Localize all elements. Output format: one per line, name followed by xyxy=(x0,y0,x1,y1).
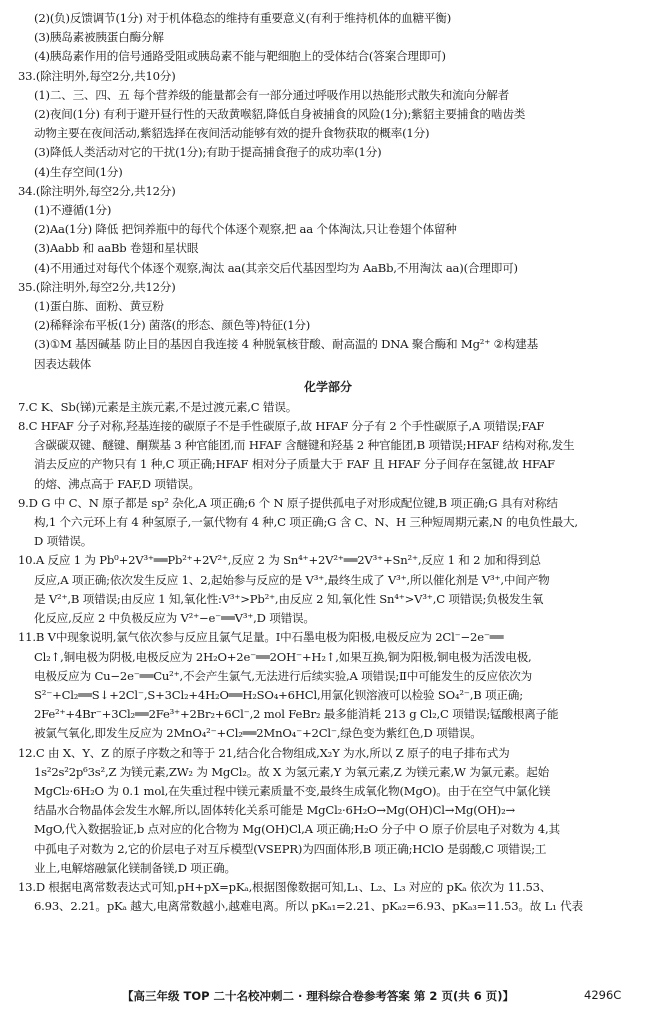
text-line: (2)稀释涂布平板(1分) 菌落(的形态、颜色等)特征(1分) xyxy=(34,318,311,333)
text-line: 业上,电解熔融氯化镁制备镁,D 项正确。 xyxy=(34,860,236,875)
text-line: MgO,代入数据验证,b 点对应的化合物为 Mg(OH)Cl,A 项正确;H₂O 分子中 O 原子价层电子对数为 4,其 xyxy=(34,822,560,837)
text-line: (2)Aa(1分) 降低 把饲养瓶中的每代个体逐个观察,把 aa 个体淘汰,只让卷翅个体留种 xyxy=(34,222,457,237)
text-line: 2Fe²⁺+4Br⁻+3Cl₂══2Fe³⁺+2Br₂+6Cl⁻,2 mol FeBr₂ 最多能消耗 213 g Cl₂,C 项错误;锰酸根离子能 xyxy=(34,707,559,722)
text-line: 33.(除注明外,每空2分,共10分) xyxy=(18,68,176,83)
text-line: (3)①M 基因碱基 防止目的基因自我连接 4 种脱氧核苷酸、耐高温的 DNA 聚合酶和 Mg²⁺ ②构建基 xyxy=(34,337,539,352)
text-line: D 项错误。 xyxy=(34,534,93,549)
text-line: 是 V²⁺,B 项错误;由反应 1 知,氧化性:V³⁺>Pb²⁺,由反应 2 知,氧化性 Sn⁴⁺>V³⁺,C 项错误;负极发生氧 xyxy=(34,591,544,606)
text-line: S²⁻+Cl₂══S↓+2Cl⁻,S+3Cl₂+4H₂O══H₂SO₄+6HCl,用氯化钡溶液可以检验 SO₄²⁻,B 项正确; xyxy=(34,687,523,702)
text-line: 6.93、2.21。pKₐ 越大,电离常数越小,越难电离。所以 pKₐ₁=2.21、pKₐ₂=6.93、pKₐ₃=11.53。故 L₁ 代表 xyxy=(34,899,583,914)
text-line: 电极反应为 Cu−2e⁻══Cu²⁺,不会产生氯气,无法进行后续实验,A 项错误;Ⅱ中可能发生的反应依次为 xyxy=(34,668,533,683)
text-line: Cl₂↑,铜电极为阴极,电极反应为 2H₂O+2e⁻══2OH⁻+H₂↑,如果互换,铜为阳极,铜电极为活泼电极, xyxy=(34,649,532,664)
text-line: 动物主要在夜间活动,紫貂选择在夜间活动能够有效的提升食物获取的概率(1分) xyxy=(34,126,430,141)
text-line: 化反应,反应 2 中负极反应为 V²⁺−e⁻══V³⁺,D 项错误。 xyxy=(34,611,315,626)
text-line: 构,1 个六元环上有 4 种氢原子,一氯代物有 4 种,C 项正确;G 含 C、N、H 三种短周期元素,N 的电负性最大, xyxy=(34,515,578,530)
page-content xyxy=(18,9,638,916)
text-line: 11.B Ⅴ中现象说明,氯气依次参与反应且氯气足量。Ⅰ中石墨电极为阳极,电极反应为 2Cl⁻−2e⁻══ xyxy=(18,630,504,645)
text-line: MgCl₂·6H₂O 为 0.1 mol,在失重过程中镁元素质量不变,最终生成氧化物(MgO)。由于在空气中氯化镁 xyxy=(34,783,551,798)
text-line: (3)Aabb 和 aaBb 卷翅和星状眼 xyxy=(34,241,199,256)
text-line: 35.(除注明外,每空2分,共12分) xyxy=(18,279,176,294)
footer-title: 【高三年级 TOP 二十名校冲刺二 · 理科综合卷参考答案 第 2 页(共 6 页)】 xyxy=(122,989,514,1003)
text-line: (4)胰岛素作用的信号通路受阻或胰岛素不能与靶细胞上的受体结合(答案合理即可) xyxy=(34,49,446,64)
text-line: (3)胰岛素被胰蛋白酶分解 xyxy=(34,30,164,45)
text-line: 12.C 由 X、Y、Z 的原子序数之和等于 21,结合化合物组成,X₂Y 为水,所以 Z 原子的电子排布式为 xyxy=(18,745,510,760)
text-line: 反应,A 项正确;依次发生反应 1、2,起始参与反应的是 V³⁺,最终生成了 V³⁺,所以催化剂是 V³⁺,中间产物 xyxy=(34,572,550,587)
page-footer xyxy=(0,986,648,1008)
text-line: 10.A 反应 1 为 Pb⁰+2V³⁺══Pb²⁺+2V²⁺,反应 2 为 Sn⁴⁺+2V²⁺══2V³⁺+Sn²⁺,反应 1 和 2 加和得到总 xyxy=(18,553,541,568)
text-line: (3)降低人类活动对它的干扰(1分);有助于提高捕食孢子的成功率(1分) xyxy=(34,145,382,160)
text-line: (1)蛋白胨、面粉、黄豆粉 xyxy=(34,299,164,314)
biology-answers xyxy=(18,9,638,374)
text-line: 7.C K、Sb(锑)元素是主族元素,不是过渡元素,C 错误。 xyxy=(18,399,298,414)
text-line: 消去反应的产物只有 1 种,C 项正确;HFAF 相对分子质量大于 FAF 且 HFAF 分子间存在氢键,故 HFAF xyxy=(34,457,555,472)
text-line: 13.D 根据电离常数表达式可知,pH+pX=pKₐ,根据图像数据可知,L₁、L₂、L₃ 对应的 pKₐ 依次为 11.53、 xyxy=(18,879,552,894)
section-title: 化学部分 xyxy=(303,379,352,394)
footer-code: 4296C xyxy=(584,988,622,1002)
text-line: (2)夜间(1分) 有利于避开昼行性的天敌黄喉貂,降低自身被捕食的风险(1分);紫貂主要捕食的啮齿类 xyxy=(34,107,526,122)
text-line: (1)二、三、四、五 每个营养级的能量都会有一部分通过呼吸作用以热能形式散失和流向分解者 xyxy=(34,87,510,102)
text-line: 结晶水合物晶体会发生水解,所以,固体转化关系可能是 MgCl₂·6H₂O→Mg(OH)Cl→Mg(OH)₂→ xyxy=(34,803,516,818)
text-line: 34.(除注明外,每空2分,共12分) xyxy=(18,183,176,198)
chemistry-answers xyxy=(18,398,638,916)
text-line: (4)不用通过对每代个体逐个观察,淘汰 aa(其亲交后代基因型均为 AaBb,不用淘汰 aa)(合理即可) xyxy=(34,260,518,275)
text-line: 被氯气氧化,即发生反应为 2MnO₄²⁻+Cl₂══2MnO₄⁻+2Cl⁻,绿色变为紫红色,D 项错误。 xyxy=(34,726,482,741)
text-line: 9.D G 中 C、N 原子都是 sp² 杂化,A 项正确;6 个 N 原子提供孤电子对形成配位键,B 项正确;G 具有对称结 xyxy=(18,495,558,510)
text-line: 的熔、沸点高于 FAF,D 项错误。 xyxy=(34,476,200,491)
text-line: 8.C HFAF 分子对称,羟基连接的碳原子不是手性碳原子,故 HFAF 分子有 2 个手性碳原子,A 项错误;FAF xyxy=(18,419,545,434)
text-line: 1s²2s²2p⁶3s²,Z 为镁元素,ZW₂ 为 MgCl₂。故 X 为氢元素,Y 为氧元素,Z 为镁元素,W 为氯元素。起始 xyxy=(34,764,549,779)
text-line: 中孤电子对数为 2,它的价层电子对互斥模型(VSEPR)为四面体形,B 项正确;HClO 是弱酸,C 项错误;工 xyxy=(34,841,547,856)
text-line: (1)不遵循(1分) xyxy=(34,203,112,218)
text-line: 因表达载体 xyxy=(34,356,91,371)
text-line: 含碳碳双键、醚键、酮羰基 3 种官能团,而 HFAF 含醚键和羟基 2 种官能团,B 项错误;HFAF 结构对称,发生 xyxy=(34,438,575,453)
text-line: (2)(负)反馈调节(1分) 对于机体稳态的维持有重要意义(有利于维持机体的血糖平衡) xyxy=(34,11,452,25)
text-line: (4)生存空间(1分) xyxy=(34,164,123,179)
